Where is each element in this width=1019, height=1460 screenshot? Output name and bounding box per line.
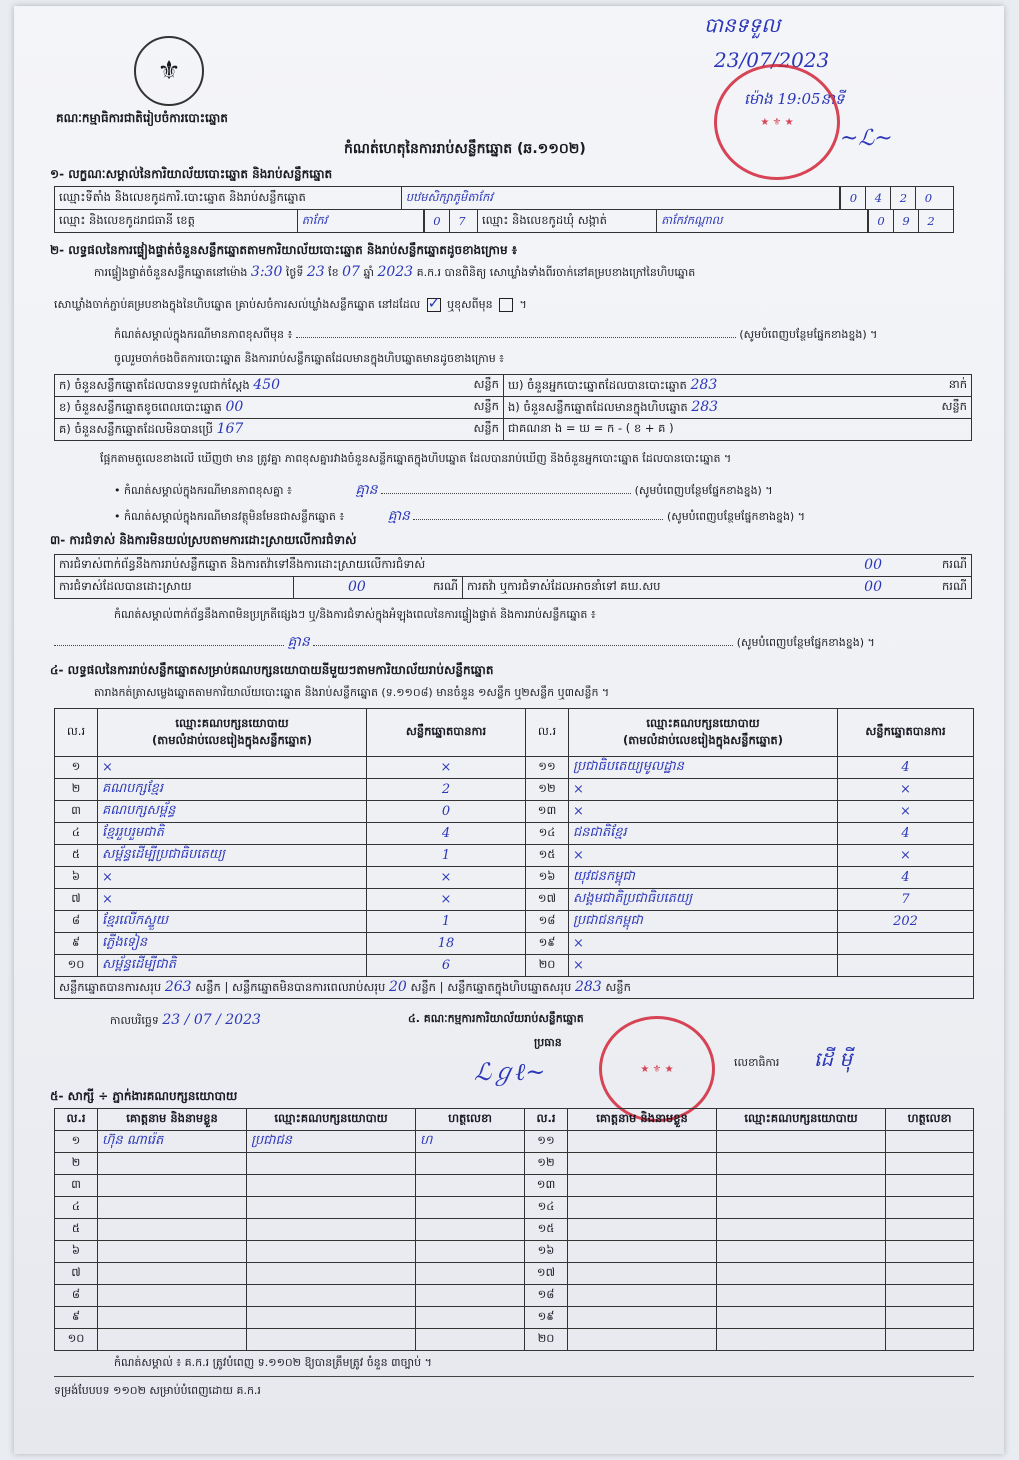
- table-cell: 4: [838, 867, 974, 889]
- table-cell: ×: [838, 779, 974, 801]
- table-cell: ៧: [55, 1263, 98, 1285]
- table-cell: [247, 1175, 416, 1197]
- results-totals: សន្លឹកឆ្នោតបានការសរុប 263 សន្លឹក | សន្លឹកឆ្នោតមិនបានការពេលរាប់សរុប 20 សន្លឹក | សន្លឹកឆ្នោតក្នុងហិបឆ្នោតសរុប 283 សន្លឹក: [55, 977, 974, 999]
- table-cell: ×: [569, 779, 838, 801]
- table-cell: [886, 1285, 974, 1307]
- table-cell: ៩: [55, 933, 98, 955]
- table-cell: ១៩: [526, 933, 569, 955]
- table-cell: ៨: [55, 911, 98, 933]
- table-cell: ×: [367, 867, 526, 889]
- table-cell: [98, 1285, 247, 1307]
- table-row: [55, 1175, 974, 1197]
- table-cell: ១១: [525, 1131, 568, 1153]
- table-cell: ប្រជាជន: [247, 1131, 416, 1153]
- commune-label: ឈ្មោះ និងលេខកូដឃុំ សង្កាត់: [477, 210, 656, 233]
- table-cell: [416, 1329, 525, 1351]
- received-date: 23/07/2023: [714, 48, 830, 72]
- tally-intro: តារាងកត់ត្រាសម្លេងឆ្នោតតាមការិយាល័យបោះឆ្នោត និងរាប់សន្លឹកឆ្នោត (ទ.១១០៨) មានចំនួន ១សន្លឹក ឬ២សន្លឹក ឬ៣សន្លឹក ។: [94, 686, 610, 699]
- table-cell: ×: [838, 845, 974, 867]
- table-cell: [98, 1175, 247, 1197]
- table-cell: 7: [838, 889, 974, 911]
- table-cell: ប្រជាជនកម្ពុជា: [569, 911, 838, 933]
- table-row: [55, 1131, 974, 1153]
- table-cell: [717, 1153, 886, 1175]
- table-cell: [568, 1263, 717, 1285]
- table-cell: ×: [98, 867, 367, 889]
- section2-heading: ២- លទ្ធផលនៃការផ្ទៀងផ្ទាត់ចំនួនសន្លឹកឆ្នោតតាមការិយាល័យបោះឆ្នោត និងរាប់សន្លឹកឆ្នោតដូចខាងក្រោម ៖: [50, 243, 518, 257]
- table-row: [55, 1153, 974, 1175]
- footer-note: កំណត់សម្គាល់ ៖ គ.ក.រ ត្រូវបំពេញ ទ.១១០២ ឱ្យបានត្រឹមត្រូវ ចំនួន ៣ច្បាប់ ។: [114, 1356, 432, 1369]
- table-cell: ជនជាតិខ្មែរ: [569, 823, 838, 845]
- table-cell: ៦: [55, 867, 98, 889]
- table-cell: [568, 1307, 717, 1329]
- table-cell: សម្ព័ន្ធដើម្បីប្រជាធិបតេយ្យ: [98, 845, 367, 867]
- table-cell: 202: [838, 911, 974, 933]
- table-cell: [568, 1285, 717, 1307]
- table-row: [55, 911, 974, 933]
- table-cell: [247, 1329, 416, 1351]
- table-cell: [568, 1241, 717, 1263]
- table-cell: [98, 1263, 247, 1285]
- table-cell: ២០: [526, 955, 569, 977]
- table-cell: 2: [367, 779, 526, 801]
- count-committee: ៤. គណៈកម្មការការិយាល័យរាប់សន្លឹកឆ្នោត: [408, 1012, 584, 1025]
- count-table: [54, 374, 972, 441]
- section1-heading: ១- លក្ខណៈសម្គាល់នៃការិយាល័យបោះឆ្នោត និងរាប់សន្លឹកឆ្នោត: [50, 167, 333, 181]
- table-cell: ១៧: [525, 1263, 568, 1285]
- change-note: កំណត់សម្គាល់ក្នុងករណីមានភាពខុសពីមុន ៖ (សូមបំពេញបន្ថែមផ្នែកខាងខ្នង) ។: [114, 328, 878, 341]
- table-cell: ១២: [525, 1153, 568, 1175]
- table-cell: [717, 1263, 886, 1285]
- table-row: [55, 823, 974, 845]
- table-cell: 4: [838, 757, 974, 779]
- table-cell: [717, 1285, 886, 1307]
- table-cell: ២០: [525, 1329, 568, 1351]
- table-cell: ×: [569, 955, 838, 977]
- objection-table: [54, 554, 972, 599]
- table-cell: ៨: [55, 1285, 98, 1307]
- table-cell: [98, 1307, 247, 1329]
- table-cell: [886, 1175, 974, 1197]
- official-stamp-bottom: ★ ⚜ ★: [599, 1016, 715, 1122]
- table-cell: [416, 1285, 525, 1307]
- changed-checkbox[interactable]: [499, 298, 513, 312]
- table-cell: [717, 1131, 886, 1153]
- table-cell: ភ្លើងទៀន: [98, 933, 367, 955]
- table-cell: [416, 1197, 525, 1219]
- table-cell: [416, 1263, 525, 1285]
- table-cell: [838, 933, 974, 955]
- table-cell: គណបក្សសម្ព័ន្ធ: [98, 801, 367, 823]
- table-cell: [98, 1241, 247, 1263]
- table-cell: ១២: [526, 779, 569, 801]
- table-cell: [886, 1241, 974, 1263]
- table-cell: 4: [838, 823, 974, 845]
- table-cell: ១៥: [526, 845, 569, 867]
- table-row: [55, 867, 974, 889]
- table-row: [55, 757, 974, 779]
- table-cell: [717, 1197, 886, 1219]
- table-cell: [886, 1329, 974, 1351]
- table-row: [55, 1197, 974, 1219]
- table-cell: ×: [569, 845, 838, 867]
- table-cell: [568, 1197, 717, 1219]
- table-cell: [717, 1329, 886, 1351]
- table-cell: ២: [55, 1153, 98, 1175]
- table-cell: [98, 1197, 247, 1219]
- table-cell: [886, 1153, 974, 1175]
- official-stamp-top: ★ ⚜ ★: [714, 64, 840, 180]
- table-row: [55, 1285, 974, 1307]
- table-cell: [247, 1241, 416, 1263]
- verify-line-1: ការផ្ទៀងផ្ទាត់ចំនួនសន្លឹកឆ្នោតនៅម៉ោង 3:30 ថ្ងៃទី 23 ខែ 07 ឆ្នាំ 2023 គ.ក.រ បានពិនិត្យ សោឃ្លាំងទាំងពីរចាក់នៅគម្របខាងក្រៅនៃហិបឆ្នោត: [94, 264, 696, 280]
- nec-logo: ⚜: [134, 36, 204, 106]
- table-row: [55, 1241, 974, 1263]
- table-cell: [416, 1175, 525, 1197]
- table-cell: [886, 1131, 974, 1153]
- section1-table: [54, 186, 954, 210]
- objection-row2b: ការតវ៉ា ឬការជំទាស់ដែលអាចនាំទៅ គឃ.សប ករណី 00: [463, 577, 972, 599]
- table-cell: 4: [367, 823, 526, 845]
- table-cell: [98, 1153, 247, 1175]
- table-row: [55, 1329, 974, 1351]
- table-cell: ខ្មែររួបរួមជាតិ: [98, 823, 367, 845]
- table-cell: [247, 1153, 416, 1175]
- table-cell: [98, 1219, 247, 1241]
- table-cell: [247, 1219, 416, 1241]
- note-diff: • កំណត់សម្គាល់ក្នុងករណីមានភាពខុសគ្នា ៖ គ្មាន (សូមបំពេញបន្ថែមផ្នែកខាងខ្នង) ។: [114, 482, 773, 498]
- table-row: [55, 889, 974, 911]
- footer-divider: [54, 1376, 974, 1377]
- table-cell: [247, 1307, 416, 1329]
- table-cell: សង្គមជាតិប្រជាធិបតេយ្យ: [569, 889, 838, 911]
- table-cell: 1: [367, 911, 526, 933]
- table-cell: ១៨: [526, 911, 569, 933]
- objection-row2a-value: 00 ករណី: [294, 577, 463, 599]
- count-ko: គ) ចំនួនសន្លឹកឆ្នោតដែលមិនបានប្រើ 167 សន្លឹក: [55, 419, 504, 441]
- check-line: ផ្អែកតាមតួលេខខាងលើ ឃើញថា មាន ត្រូវគ្នា ភាពខុសគ្នារវាងចំនួនសន្លឹកឆ្នោតក្នុងហិបឆ្នោត ដែលបានរាប់ឃើញ និងចំនួនអ្នកបោះឆ្នោត ដែលបានបោះឆ្នោត ។: [100, 452, 732, 465]
- results-table: ល.រ ឈ្មោះគណបក្សនយោបាយ (តាមលំដាប់លេខរៀងក្នុងសន្លឹកឆ្នោត) សន្លឹកឆ្នោតបានការ ល.រ ឈ្មោះគណបក្សនយោបាយ (តាមលំដាប់លេខរៀងក្នុងសន្លឹកឆ្នោត) សន្លឹកឆ្នោតបានការ ១ × × ១១ ប្រជាធិបតេយ្យមូលដ្ឋាន 4 ២ គណបក្សខ្មែរ 2 ១២ × × ៣ គណបក្សសម្ព័ន្ធ 0 ១៣ × × ៤ ខ្មែររួបរួមជាតិ 4 ១៤ ជនជាតិខ្មែរ 4 ៥ សម្ព័ន្ធដើម្បីប្រជាធិបតេយ្យ 1 ១៥ × × ៦ × × ១៦ យុវជនកម្ពុជា 4 ៧ × × ១៧ សង្គមជាតិប្រជាធិបតេយ្យ 7 ៨ ខ្មែរលើកស្ទួយ 1 ១៨ ប្រជាជនកម្ពុជា 202 ៩ ភ្លើងទៀន 18 ១៩ × ១០ សម្ព័ន្ធដើម្បីជាតិ 6 ២០ × សន្លឹកឆ្នោតបានការសរុប 263 សន្លឹក | សន្លឹកឆ្នោតមិនបានការពេលរាប់សរុប 20 សន្លឹក | សន្លឹកឆ្នោតក្នុងហិបឆ្នោតសរុប 283 សន្លឹក: [54, 708, 974, 999]
- count-ngo: ង) ចំនួនសន្លឹកឆ្នោតដែលមានក្នុងហិបឆ្នោត 283 សន្លឹក: [504, 397, 972, 419]
- table-cell: [416, 1153, 525, 1175]
- table-cell: ហ៊ុន ណារ៉េត: [98, 1131, 247, 1153]
- table-cell: ៦: [55, 1241, 98, 1263]
- form-title: កំណត់ហេតុនៃការរាប់សន្លឹកឆ្នោត (ឆ.១១០២): [344, 141, 586, 157]
- table-row: [55, 1307, 974, 1329]
- table-cell: [416, 1307, 525, 1329]
- table-cell: ១៤: [526, 823, 569, 845]
- table-row: [55, 933, 974, 955]
- section3-heading: ៣- ការជំទាស់ និងការមិនយល់ស្របតាមការដោះស្រាយលើការជំទាស់: [50, 533, 357, 547]
- verify-line-2: សោឃ្លាំងចាក់ភ្ជាប់គម្របខាងក្នុងនៃហិបឆ្នោត គ្រាប់សចំការសល់ឃ្លាំងសន្លឹកឆ្នោត នៅដដែល ✓ ឬខុសពីមុន ។: [54, 298, 527, 314]
- table-row: [55, 845, 974, 867]
- chair-label: ប្រធាន: [534, 1036, 562, 1049]
- count-kha: ខ) ចំនួនសន្លឹកឆ្នោតខូចពេលបោះឆ្នោត 00 សន្លឹក: [55, 397, 504, 419]
- date-line: កាលបរិច្ឆេទ 23 / 07 / 2023: [110, 1012, 261, 1028]
- table-cell: ១៨: [525, 1285, 568, 1307]
- table-cell: ១: [55, 757, 98, 779]
- received-note: បានទទួល: [704, 13, 781, 37]
- table-cell: ១៦: [526, 867, 569, 889]
- section5-heading: ៥- សាក្សី ÷ ភ្នាក់ងារគណបក្សនយោបាយ: [50, 1089, 238, 1103]
- location-label: ឈ្មោះទីតាំង និងលេខកូដការិ.បោះឆ្នោត និងរាប់សន្លឹកឆ្នោត: [55, 187, 402, 210]
- table-cell: [98, 1329, 247, 1351]
- unchanged-checkbox[interactable]: [427, 298, 441, 312]
- table-cell: ប្រជាធិបតេយ្យមូលដ្ឋាន: [569, 757, 838, 779]
- table-cell: [717, 1307, 886, 1329]
- table-cell: ៥: [55, 845, 98, 867]
- table-cell: ៤: [55, 823, 98, 845]
- commune-value: តាកែវកណ្ដាល: [657, 210, 868, 233]
- table-cell: [886, 1219, 974, 1241]
- table-cell: គណបក្សខ្មែរ: [98, 779, 367, 801]
- table-cell: ១០: [55, 955, 98, 977]
- table-cell: [886, 1263, 974, 1285]
- table-row: [55, 801, 974, 823]
- committee-name: គណៈកម្មាធិការជាតិរៀបចំការបោះឆ្នោត: [56, 111, 228, 125]
- table-cell: [247, 1197, 416, 1219]
- section4-heading: ៤- លទ្ធផលនៃការរាប់សន្លឹកឆ្នោតសម្រាប់គណបក្សនយោបាយនីមួយៗតាមការិយាល័យរាប់សន្លឹកឆ្នោត: [50, 663, 494, 677]
- table-cell: [416, 1219, 525, 1241]
- table-cell: ១៣: [525, 1175, 568, 1197]
- table-cell: ៧: [55, 889, 98, 911]
- table-row: [55, 955, 974, 977]
- table-cell: [416, 1241, 525, 1263]
- location-code: 0 4 2 0: [840, 187, 954, 210]
- table-cell: ១៣: [526, 801, 569, 823]
- table-cell: [886, 1307, 974, 1329]
- table-cell: [247, 1285, 416, 1307]
- table-cell: ១៩: [525, 1307, 568, 1329]
- table-cell: ១៥: [525, 1219, 568, 1241]
- table-row: [55, 1219, 974, 1241]
- table-cell: 1: [367, 845, 526, 867]
- table-cell: ១: [55, 1131, 98, 1153]
- table-cell: ×: [367, 889, 526, 911]
- table-cell: ហ: [416, 1131, 525, 1153]
- note-invalid: • កំណត់សម្គាល់ក្នុងករណីមានវត្ថុមិនមែនជាសន្លឹកឆ្នោត ៖ គ្មាន (សូមបំពេញបន្ថែមផ្នែកខាងខ្នង) ។: [114, 508, 805, 524]
- table-cell: [717, 1219, 886, 1241]
- table-cell: ១១: [526, 757, 569, 779]
- table-cell: ២: [55, 779, 98, 801]
- table-cell: [717, 1175, 886, 1197]
- witness-table: ល.រ គោត្តនាម និងនាមខ្លួន ឈ្មោះគណបក្សនយោបាយ ហត្ថលេខា ល.រ គោត្តនាម និងនាមខ្លួន ឈ្មោះគណបក្សនយោបាយ ហត្ថលេខា ១ ហ៊ុន ណារ៉េត ប្រជាជន ហ ១១ ២ ១២ ៣ ១៣ ៤ ១៤ ៥ ១៥ ៦ ១៦ ៧ ១៧ ៨ ១៨ ៩ ១៩ ១០ ២០: [54, 1108, 974, 1351]
- secretary-label: លេខាធិការ: [734, 1056, 780, 1069]
- table-cell: 18: [367, 933, 526, 955]
- table-cell: ១៧: [526, 889, 569, 911]
- table-cell: ×: [98, 757, 367, 779]
- table-cell: 0: [367, 801, 526, 823]
- count-ka: ក) ចំនួនសន្លឹកឆ្នោតដែលបានទទួលជាក់ស្ដែង 450 សន្លឹក: [55, 375, 504, 397]
- table-cell: ៣: [55, 801, 98, 823]
- section1-table-row2: [54, 209, 954, 233]
- objection-row2a: ការជំទាស់ដែលបានដោះស្រាយ: [55, 577, 294, 599]
- location-value: បឋមសិក្សាភូមិតាកែវ: [401, 187, 840, 210]
- table-row: [55, 779, 974, 801]
- table-cell: [568, 1175, 717, 1197]
- count-intro: ចូលរួមចាក់ចងចិតការបោះឆ្នោត និងការរាប់សន្លឹកឆ្នោតដែលមានក្នុងហិបឆ្នោតមានដូចខាងក្រោម ៖: [114, 352, 505, 365]
- table-cell: [568, 1329, 717, 1351]
- table-cell: ១៦: [525, 1241, 568, 1263]
- secretary-name: ដើ ម៉ី: [814, 1047, 853, 1071]
- irregularity-note-label: កំណត់សម្គាល់ពាក់ព័ន្ធនឹងភាពមិនប្រក្រតីផ្សេងៗ ឬ/និងការជំទាស់ក្នុងអំឡុងពេលនៃការផ្ទៀងផ្ទាត់ និងការរាប់សន្លឹកឆ្នោត ៖: [114, 608, 596, 621]
- table-cell: ៥: [55, 1219, 98, 1241]
- irregularity-note: គ្មាន (សូមបំពេញបន្ថែមផ្នែកខាងខ្នង) ។: [54, 632, 974, 653]
- table-cell: ×: [569, 933, 838, 955]
- table-cell: ×: [98, 889, 367, 911]
- table-cell: ៤: [55, 1197, 98, 1219]
- province-code: 0 7: [423, 210, 477, 233]
- table-cell: [838, 955, 974, 977]
- table-cell: [568, 1219, 717, 1241]
- received-signature: ~ℒ~: [840, 126, 893, 151]
- ballot-count-form: [14, 6, 1004, 1454]
- table-cell: 6: [367, 955, 526, 977]
- table-cell: [886, 1197, 974, 1219]
- received-time: ម៉ោង 19:05នាទី: [744, 90, 845, 108]
- footer-form-note: ទម្រង់បែបបទ ១១០២ សម្រាប់បំពេញដោយ គ.ក.រ: [54, 1384, 261, 1397]
- table-cell: ×: [569, 801, 838, 823]
- table-cell: [568, 1153, 717, 1175]
- table-cell: យុវជនកម្ពុជា: [569, 867, 838, 889]
- table-cell: [247, 1263, 416, 1285]
- count-gho: ឃ) ចំនួនអ្នកបោះឆ្នោតដែលបានបោះឆ្នោត 283 នាក់: [504, 375, 972, 397]
- table-row: [55, 1263, 974, 1285]
- table-cell: សម្ព័ន្ធដើម្បីជាតិ: [98, 955, 367, 977]
- table-cell: [568, 1131, 717, 1153]
- table-cell: ×: [367, 757, 526, 779]
- table-cell: ៣: [55, 1175, 98, 1197]
- chair-signature: ℒℊℓ~: [474, 1058, 546, 1086]
- count-formula: ជាគណនា ង = ឃ = ក - ( ខ + គ ): [504, 419, 972, 441]
- province-value: តាកែវ: [297, 210, 423, 233]
- commune-code: 0 9 2: [868, 210, 954, 233]
- province-label: ឈ្មោះ និងលេខកូដរាជធានី ខេត្ត: [55, 210, 298, 233]
- table-cell: [717, 1241, 886, 1263]
- table-cell: ៩: [55, 1307, 98, 1329]
- table-cell: ១០: [55, 1329, 98, 1351]
- table-cell: ១៤: [525, 1197, 568, 1219]
- table-cell: ×: [838, 801, 974, 823]
- objection-row1: ការជំទាស់ពាក់ព័ន្ធនឹងការរាប់សន្លឹកឆ្នោត និងការតវ៉ាទៅនឹងការដោះស្រាយលើការជំទាស់ ករណី 00: [55, 555, 972, 577]
- table-cell: ខ្មែរលើកស្ទួយ: [98, 911, 367, 933]
